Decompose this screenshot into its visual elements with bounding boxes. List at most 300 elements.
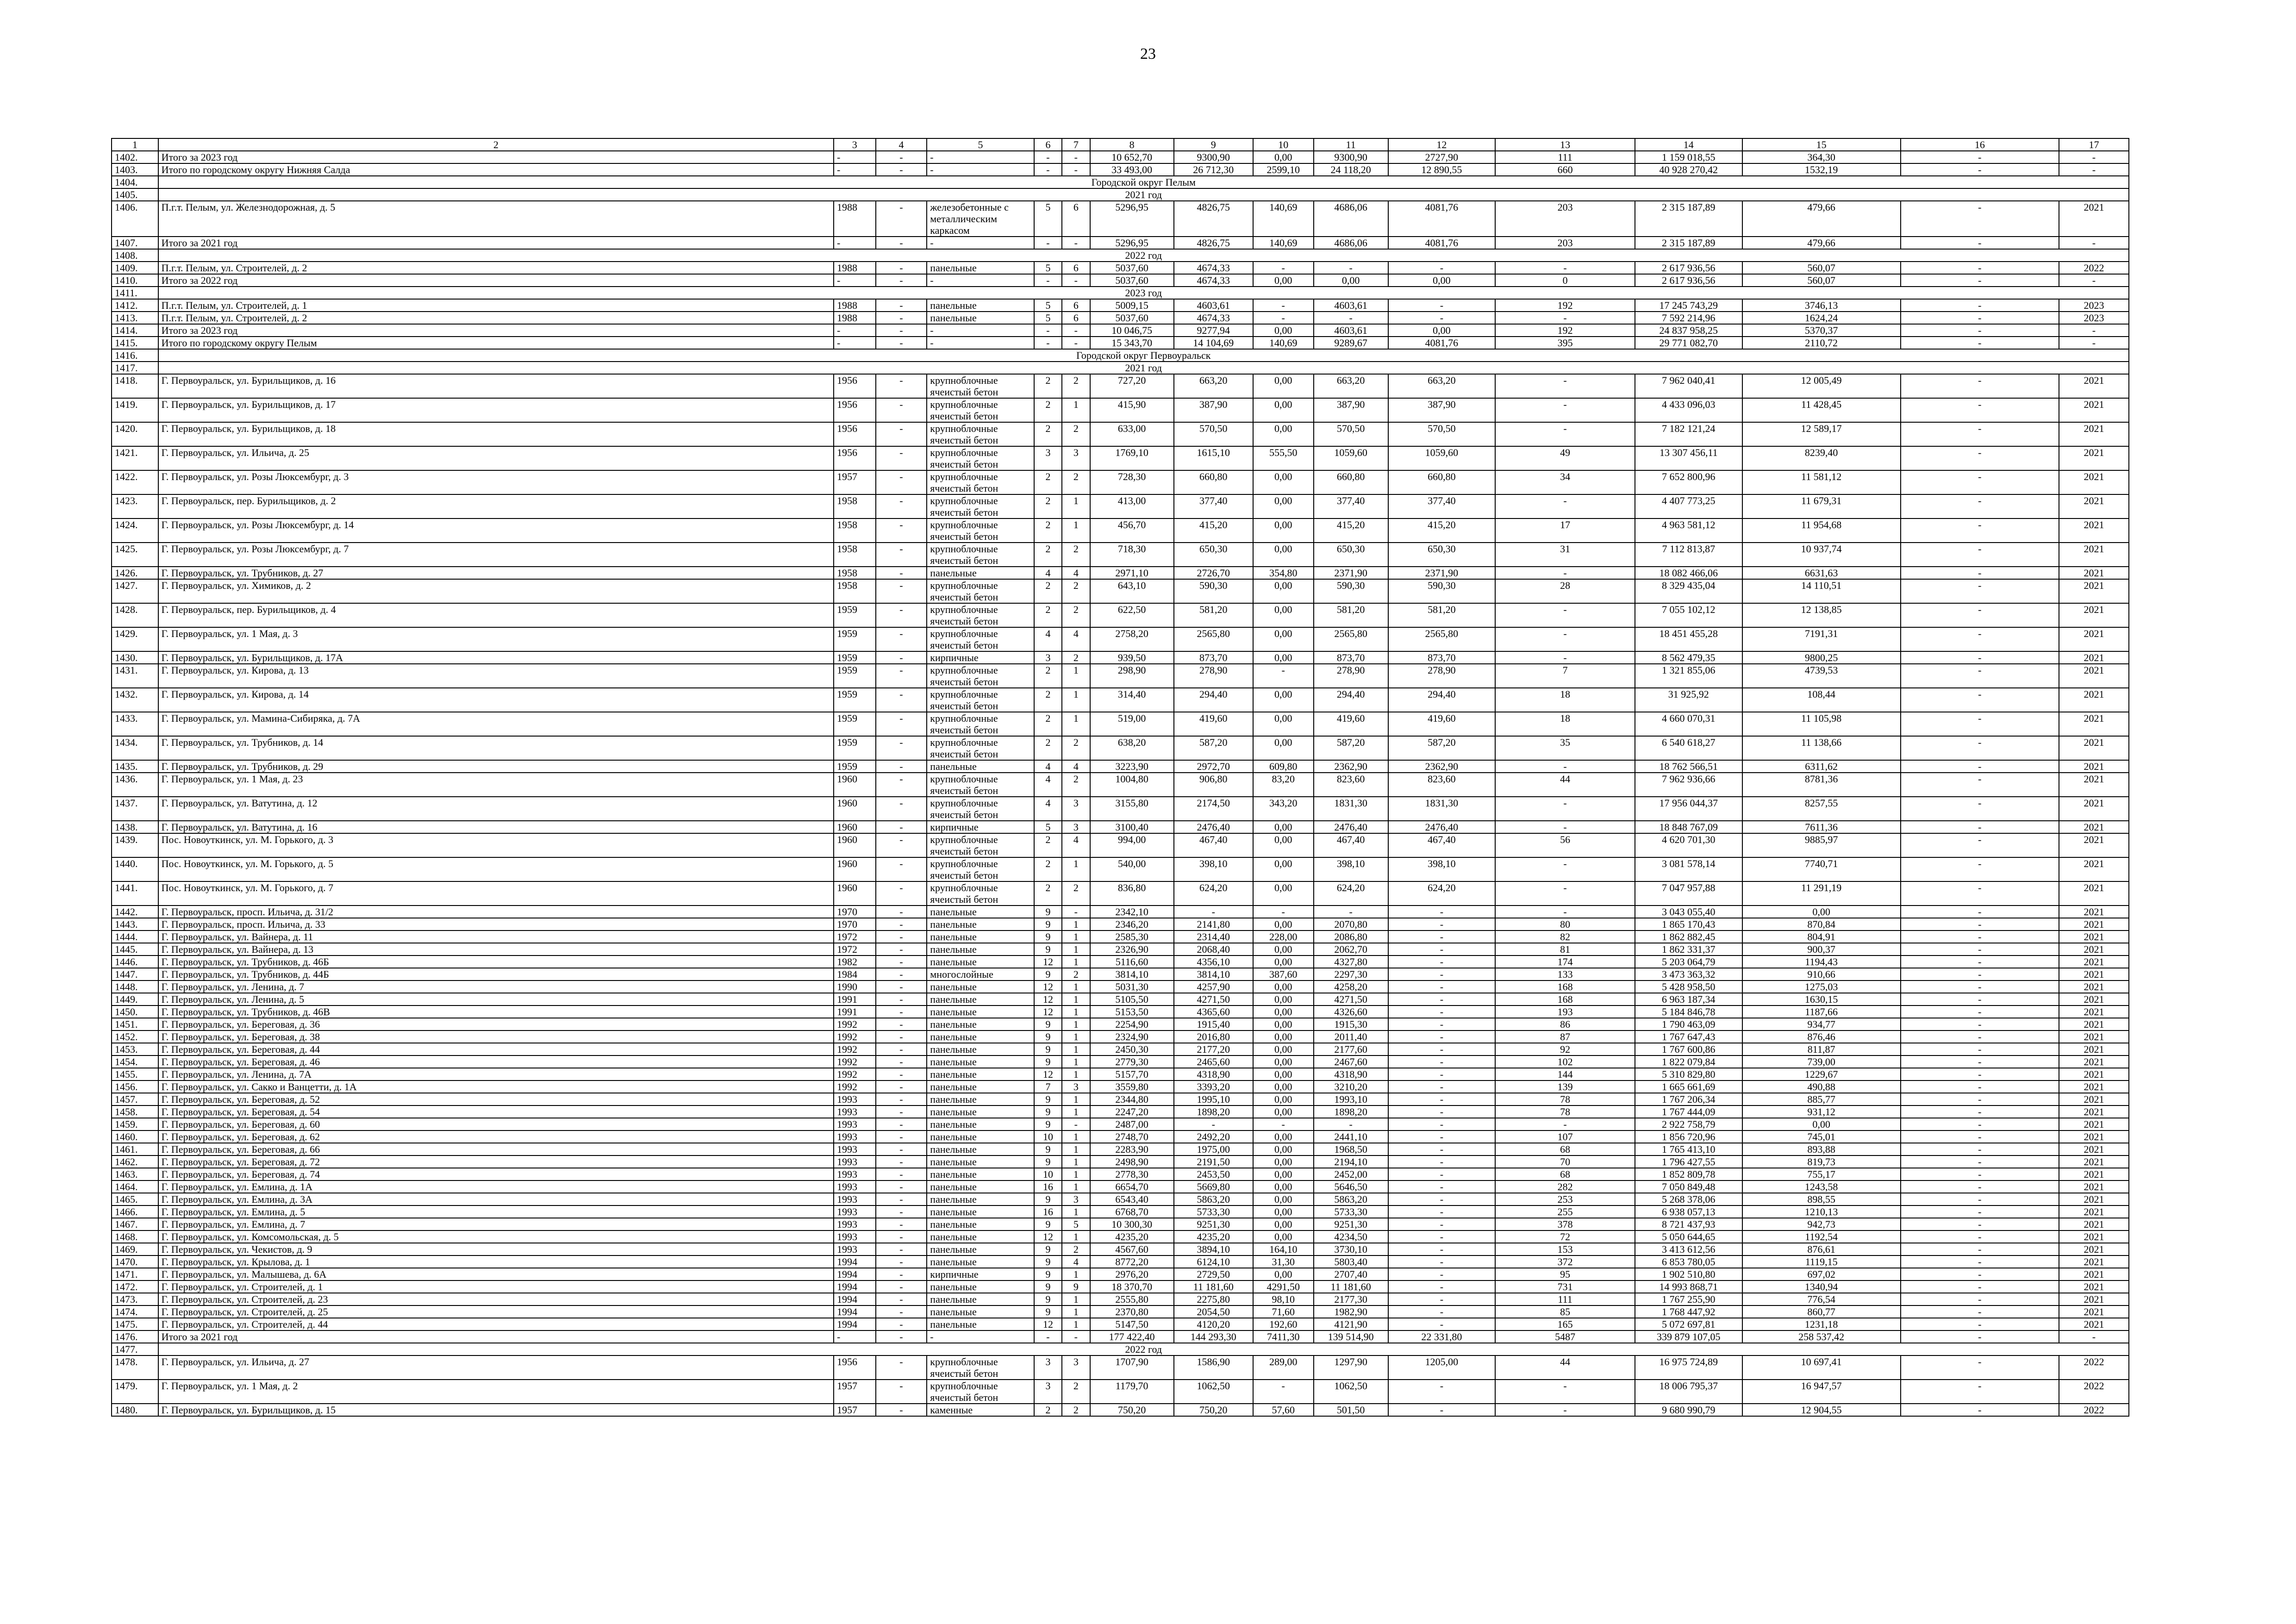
table-cell: -: [1388, 1106, 1495, 1118]
table-cell: 14 104,69: [1174, 337, 1253, 349]
table-cell: 1 862 331,37: [1635, 943, 1742, 956]
table-cell: Г. Первоуральск, ул. Береговая, д. 72: [158, 1156, 834, 1168]
table-cell: 7: [1034, 1081, 1062, 1093]
table-cell: панельные: [927, 1131, 1034, 1143]
table-cell: 8257,55: [1742, 797, 1901, 821]
table-cell: 2: [1034, 881, 1062, 906]
table-cell: 9: [1034, 1305, 1062, 1318]
table-cell: 1410.: [112, 274, 158, 287]
table-cell: крупноблочные ячеистый бетон: [927, 736, 1034, 760]
table-cell: панельные: [927, 1255, 1034, 1268]
table-cell: 1444.: [112, 931, 158, 943]
table-cell: -: [1901, 1218, 2059, 1230]
table-cell: -: [1901, 1268, 2059, 1280]
table-cell: -: [2059, 237, 2129, 249]
table-cell: 0,00: [1253, 422, 1314, 446]
table-cell: 1062,50: [1174, 1380, 1253, 1404]
table-cell: -: [927, 337, 1034, 349]
table-cell: 1: [1062, 1068, 1090, 1081]
table-cell: -: [876, 918, 927, 931]
table-cell: 0,00: [1253, 1081, 1314, 1093]
table-cell: 1957: [834, 1380, 876, 1404]
table-cell: 139 514,90: [1314, 1330, 1388, 1343]
table-cell: -: [876, 1156, 927, 1168]
table-cell: 540,00: [1090, 857, 1174, 881]
table-cell: 203: [1495, 201, 1635, 237]
table-cell: 2: [1034, 374, 1062, 398]
table-cell: 140,69: [1253, 237, 1314, 249]
table-cell: 1464.: [112, 1181, 158, 1193]
table-cell: 1992: [834, 1031, 876, 1043]
section-row: [112, 287, 2129, 299]
table-cell: 2022: [2059, 262, 2129, 274]
table-cell: 85: [1495, 1305, 1635, 1318]
table-cell: -: [876, 1355, 927, 1380]
table-cell: 643,10: [1090, 579, 1174, 603]
table-cell: -: [1253, 1380, 1314, 1404]
table-cell: 7 050 849,48: [1635, 1181, 1742, 1193]
table-cell: 1707,90: [1090, 1355, 1174, 1380]
table-cell: -: [876, 163, 927, 176]
table-cell: 0,00: [1253, 1018, 1314, 1031]
table-cell: 0,00: [1253, 981, 1314, 993]
table-cell: 18: [1495, 688, 1635, 712]
table-cell: 8 562 479,35: [1635, 651, 1742, 664]
table-cell: 1418.: [112, 374, 158, 398]
table-cell: 377,40: [1314, 494, 1388, 518]
table-cell: 0,00: [1253, 993, 1314, 1006]
table-cell: панельные: [927, 1031, 1034, 1043]
table-cell: 660,80: [1314, 470, 1388, 494]
table-cell: П.г.т. Пелым, ул. Строителей, д. 1: [158, 299, 834, 312]
table-row: [112, 833, 2129, 857]
table-cell: 0,00: [1742, 1118, 1901, 1131]
table-cell: 3 413 612,56: [1635, 1243, 1742, 1255]
table-cell: 1960: [834, 833, 876, 857]
table-cell: 3: [1034, 1355, 1062, 1380]
table-cell: 2021: [2059, 1168, 2129, 1181]
table-cell: -: [1034, 163, 1062, 176]
table-cell: 1958: [834, 518, 876, 543]
table-cell: 111: [1495, 151, 1635, 163]
table-row: [112, 374, 2129, 398]
table-cell: 2: [1062, 773, 1090, 797]
table-cell: -: [927, 151, 1034, 163]
table-cell: 253: [1495, 1193, 1635, 1206]
column-header: 5: [927, 138, 1034, 151]
table-cell: 1: [1062, 1181, 1090, 1193]
table-cell: 6 853 780,05: [1635, 1255, 1742, 1268]
table-cell: -: [1034, 1330, 1062, 1343]
table-cell: 11 291,19: [1742, 881, 1901, 906]
table-cell: -: [834, 163, 876, 176]
table-cell: 1: [1062, 494, 1090, 518]
table-cell: панельные: [927, 1068, 1034, 1081]
table-row: [112, 337, 2129, 349]
table-cell: 2177,20: [1174, 1043, 1253, 1056]
table-cell: 339 879 107,05: [1635, 1330, 1742, 1343]
table-cell: -: [876, 943, 927, 956]
row-number: 1417.: [112, 362, 158, 374]
table-cell: -: [1901, 1131, 2059, 1143]
table-cell: 1449.: [112, 993, 158, 1006]
table-cell: -: [876, 470, 927, 494]
table-cell: 1438.: [112, 821, 158, 833]
table-cell: 3 473 363,32: [1635, 968, 1742, 981]
table-cell: 1469.: [112, 1243, 158, 1255]
table-cell: -: [1388, 1031, 1495, 1043]
table-cell: 1: [1062, 398, 1090, 422]
table-cell: 0,00: [1253, 943, 1314, 956]
table-cell: 2021: [2059, 833, 2129, 857]
table-cell: 49: [1495, 446, 1635, 470]
table-cell: 5037,60: [1090, 312, 1174, 324]
table-cell: панельные: [927, 299, 1034, 312]
table-cell: 2: [1062, 736, 1090, 760]
table-cell: 624,20: [1314, 881, 1388, 906]
table-cell: 5863,20: [1314, 1193, 1388, 1206]
table-cell: -: [876, 374, 927, 398]
table-cell: 1993: [834, 1218, 876, 1230]
table-cell: 1424.: [112, 518, 158, 543]
table-cell: -: [876, 1268, 927, 1280]
table-cell: 2022: [2059, 1404, 2129, 1416]
section-title: 2021 год: [158, 188, 2129, 201]
table-cell: 7: [1495, 664, 1635, 688]
table-cell: 1992: [834, 1056, 876, 1068]
table-cell: 2: [1062, 543, 1090, 567]
table-cell: 1 822 079,84: [1635, 1056, 1742, 1068]
table-cell: панельные: [927, 262, 1034, 274]
table-cell: кирпичные: [927, 651, 1034, 664]
table-cell: 1454.: [112, 1056, 158, 1068]
table-cell: 1297,90: [1314, 1355, 1388, 1380]
table-cell: -: [1062, 324, 1090, 337]
table-cell: -: [876, 1330, 927, 1343]
table-cell: -: [1901, 494, 2059, 518]
table-cell: 168: [1495, 993, 1635, 1006]
table-cell: 294,40: [1174, 688, 1253, 712]
table-cell: 9: [1034, 1280, 1062, 1293]
table-cell: 2: [1034, 422, 1062, 446]
table-cell: 107: [1495, 1131, 1635, 1143]
table-cell: 2021: [2059, 736, 2129, 760]
table-cell: 0,00: [1253, 151, 1314, 163]
table-cell: 95: [1495, 1268, 1635, 1280]
table-cell: 255: [1495, 1206, 1635, 1218]
table-cell: крупноблочные ячеистый бетон: [927, 627, 1034, 651]
table-cell: 1991: [834, 993, 876, 1006]
table-cell: 0,00: [1253, 1230, 1314, 1243]
table-cell: 3210,20: [1314, 1081, 1388, 1093]
table-cell: 1194,43: [1742, 956, 1901, 968]
table-cell: панельные: [927, 1156, 1034, 1168]
table-cell: 71,60: [1253, 1305, 1314, 1318]
table-row: [112, 981, 2129, 993]
table-row: [112, 1181, 2129, 1193]
table-row: [112, 446, 2129, 470]
table-cell: -: [1388, 262, 1495, 274]
table-cell: 660: [1495, 163, 1635, 176]
table-cell: 2023: [2059, 312, 2129, 324]
table-cell: 1992: [834, 1043, 876, 1056]
table-cell: 0,00: [1253, 651, 1314, 664]
table-row: [112, 1068, 2129, 1081]
table-cell: 7 592 214,96: [1635, 312, 1742, 324]
table-cell: 4356,10: [1174, 956, 1253, 968]
table-cell: Г. Первоуральск, ул. Береговая, д. 66: [158, 1143, 834, 1156]
table-cell: -: [876, 1106, 927, 1118]
table-cell: 5 203 064,79: [1635, 956, 1742, 968]
table-row: [112, 906, 2129, 918]
table-cell: 804,91: [1742, 931, 1901, 943]
table-cell: 1: [1062, 857, 1090, 881]
table-cell: 1988: [834, 201, 876, 237]
table-cell: 501,50: [1314, 1404, 1388, 1416]
table-cell: 0,00: [1253, 1006, 1314, 1018]
table-cell: -: [1388, 1043, 1495, 1056]
table-cell: 1468.: [112, 1230, 158, 1243]
table-cell: 5009,15: [1090, 299, 1174, 312]
row-number: 1408.: [112, 249, 158, 262]
row-number: 1416.: [112, 349, 158, 362]
table-cell: -: [1495, 797, 1635, 821]
table-cell: 1446.: [112, 956, 158, 968]
table-cell: 1406.: [112, 201, 158, 237]
table-cell: -: [1388, 1255, 1495, 1268]
table-cell: -: [1388, 943, 1495, 956]
table-cell: 2: [1062, 579, 1090, 603]
table-cell: 663,20: [1388, 374, 1495, 398]
table-cell: 1229,67: [1742, 1068, 1901, 1081]
table-cell: 1472.: [112, 1280, 158, 1293]
table-cell: Г. Первоуральск, ул. Вайнера, д. 13: [158, 943, 834, 956]
table-row: [112, 262, 2129, 274]
table-cell: 2021: [2059, 1218, 2129, 1230]
table-cell: крупноблочные ячеистый бетон: [927, 470, 1034, 494]
table-cell: 2247,20: [1090, 1106, 1174, 1118]
table-cell: -: [876, 993, 927, 1006]
table-cell: 5 268 378,06: [1635, 1193, 1742, 1206]
table-cell: 35: [1495, 736, 1635, 760]
table-cell: 2779,30: [1090, 1056, 1174, 1068]
table-cell: -: [1901, 1404, 2059, 1416]
table-cell: 18 082 466,06: [1635, 567, 1742, 579]
table-cell: 165: [1495, 1318, 1635, 1330]
table-cell: 650,30: [1388, 543, 1495, 567]
table-cell: 819,73: [1742, 1156, 1901, 1168]
table-cell: 2778,30: [1090, 1168, 1174, 1181]
table-cell: 2021: [2059, 956, 2129, 968]
table-cell: 2021: [2059, 1018, 2129, 1031]
table-cell: 873,70: [1314, 651, 1388, 664]
table-cell: -: [1495, 1380, 1635, 1404]
table-cell: 7 962 040,41: [1635, 374, 1742, 398]
table-cell: Г. Первоуральск, ул. Трубников, д. 14: [158, 736, 834, 760]
table-cell: 0: [1495, 274, 1635, 287]
table-cell: Итого по городскому округу Пелым: [158, 337, 834, 349]
table-cell: 1959: [834, 651, 876, 664]
table-cell: 2 922 758,79: [1635, 1118, 1742, 1131]
table-cell: -: [876, 1118, 927, 1131]
table-cell: 1 865 170,43: [1635, 918, 1742, 931]
table-cell: 2021: [2059, 1181, 2129, 1193]
table-cell: -: [1034, 274, 1062, 287]
table-cell: 776,54: [1742, 1293, 1901, 1305]
table-cell: -: [1388, 993, 1495, 1006]
table-cell: 1959: [834, 712, 876, 736]
table-cell: -: [2059, 151, 2129, 163]
table-cell: 5: [1034, 299, 1062, 312]
table-cell: 3: [1062, 821, 1090, 833]
table-cell: -: [1062, 337, 1090, 349]
table-cell: 387,60: [1253, 968, 1314, 981]
table-cell: -: [927, 237, 1034, 249]
table-cell: 11 105,98: [1742, 712, 1901, 736]
column-header: 7: [1062, 138, 1090, 151]
table-cell: 2726,70: [1174, 567, 1253, 579]
table-cell: -: [876, 688, 927, 712]
table-cell: 0,00: [1253, 1181, 1314, 1193]
table-cell: 2476,40: [1174, 821, 1253, 833]
table-cell: 2021: [2059, 422, 2129, 446]
column-header: 14: [1635, 138, 1742, 151]
table-row: [112, 237, 2129, 249]
table-cell: 2487,00: [1090, 1118, 1174, 1131]
table-cell: 2021: [2059, 1293, 2129, 1305]
table-cell: 0,00: [1253, 1193, 1314, 1206]
table-cell: 298,90: [1090, 664, 1174, 688]
table-cell: 1972: [834, 931, 876, 943]
table-row: [112, 398, 2129, 422]
table-cell: 5 310 829,80: [1635, 1068, 1742, 1081]
table-cell: -: [1901, 446, 2059, 470]
table-cell: -: [1174, 1118, 1253, 1131]
table-cell: Итого по городскому округу Нижняя Салда: [158, 163, 834, 176]
table-cell: 876,46: [1742, 1031, 1901, 1043]
table-cell: -: [876, 337, 927, 349]
table-cell: -: [1901, 1318, 2059, 1330]
table-cell: -: [1034, 337, 1062, 349]
table-cell: 1956: [834, 1355, 876, 1380]
table-cell: 910,66: [1742, 968, 1901, 981]
table-cell: 9: [1034, 1268, 1062, 1280]
table-cell: 5646,50: [1314, 1181, 1388, 1193]
table-cell: 4: [1062, 567, 1090, 579]
table-row: [112, 1404, 2129, 1416]
table-row: [112, 201, 2129, 237]
table-row: [112, 857, 2129, 881]
table-cell: 12: [1034, 1318, 1062, 1330]
table-cell: 4: [1034, 797, 1062, 821]
column-header: 2: [158, 138, 834, 151]
table-cell: 1959: [834, 664, 876, 688]
table-cell: 2450,30: [1090, 1043, 1174, 1056]
table-cell: -: [1901, 1355, 2059, 1380]
column-header: 1: [112, 138, 158, 151]
table-cell: -: [876, 151, 927, 163]
table-cell: панельные: [927, 760, 1034, 773]
table-cell: Г. Первоуральск, ул. Береговая, д. 60: [158, 1118, 834, 1131]
table-cell: 31: [1495, 543, 1635, 567]
table-cell: панельные: [927, 1243, 1034, 1255]
row-number: 1477.: [112, 1343, 158, 1355]
table-cell: 2021: [2059, 712, 2129, 736]
table-row: [112, 1168, 2129, 1181]
table-cell: 490,88: [1742, 1081, 1901, 1093]
table-cell: 2729,50: [1174, 1268, 1253, 1280]
table-cell: 2: [1034, 712, 1062, 736]
table-cell: 755,17: [1742, 1168, 1901, 1181]
table-row: [112, 1143, 2129, 1156]
table-cell: -: [1253, 1118, 1314, 1131]
table-cell: 1994: [834, 1293, 876, 1305]
table-cell: 10 652,70: [1090, 151, 1174, 163]
table-cell: 1972: [834, 943, 876, 956]
table-cell: -: [1388, 1131, 1495, 1143]
table-cell: 1 796 427,55: [1635, 1156, 1742, 1168]
table-cell: 873,70: [1388, 651, 1495, 664]
table-cell: 419,60: [1388, 712, 1495, 736]
table-cell: 7 182 121,24: [1635, 422, 1742, 446]
table-cell: 17 956 044,37: [1635, 797, 1742, 821]
table-cell: 4674,33: [1174, 262, 1253, 274]
table-cell: 3 043 055,40: [1635, 906, 1742, 918]
table-cell: 2021: [2059, 943, 2129, 956]
table-cell: Г. Первоуральск, ул. Ленина, д. 5: [158, 993, 834, 1006]
table-cell: 9: [1034, 931, 1062, 943]
table-row: [112, 688, 2129, 712]
table-cell: 0,00: [1253, 494, 1314, 518]
table-cell: 9: [1034, 1031, 1062, 1043]
table-cell: Г. Первоуральск, ул. Береговая, д. 36: [158, 1018, 834, 1031]
table-cell: -: [1388, 1280, 1495, 1293]
table-cell: 1956: [834, 446, 876, 470]
table-cell: 570,50: [1174, 422, 1253, 446]
table-cell: 2342,10: [1090, 906, 1174, 918]
table-cell: 11 181,60: [1314, 1280, 1388, 1293]
table-cell: -: [1253, 664, 1314, 688]
table-row: [112, 567, 2129, 579]
table-cell: 1453.: [112, 1043, 158, 1056]
table-cell: 2174,50: [1174, 797, 1253, 821]
table-cell: -: [876, 1031, 927, 1043]
table-cell: 1993: [834, 1181, 876, 1193]
table-cell: 9: [1034, 906, 1062, 918]
section-row: [112, 349, 2129, 362]
table-cell: 2 315 187,89: [1635, 237, 1742, 249]
table-cell: 1473.: [112, 1293, 158, 1305]
table-cell: П.г.т. Пелым, ул. Строителей, д. 2: [158, 262, 834, 274]
table-cell: 1956: [834, 422, 876, 446]
table-cell: 278,90: [1174, 664, 1253, 688]
table-cell: 1956: [834, 374, 876, 398]
table-cell: -: [1062, 1330, 1090, 1343]
table-cell: панельные: [927, 1106, 1034, 1118]
table-cell: 1992: [834, 1068, 876, 1081]
table-cell: 2021: [2059, 1031, 2129, 1043]
table-cell: 2707,40: [1314, 1268, 1388, 1280]
table-cell: 9800,25: [1742, 651, 1901, 664]
table-cell: 5157,70: [1090, 1068, 1174, 1081]
table-cell: панельные: [927, 1181, 1034, 1193]
table-cell: 144: [1495, 1068, 1635, 1081]
table-cell: 5037,60: [1090, 274, 1174, 287]
table-cell: 12: [1034, 956, 1062, 968]
table-cell: 1: [1062, 664, 1090, 688]
table-cell: -: [876, 299, 927, 312]
table-cell: 4: [1062, 627, 1090, 651]
